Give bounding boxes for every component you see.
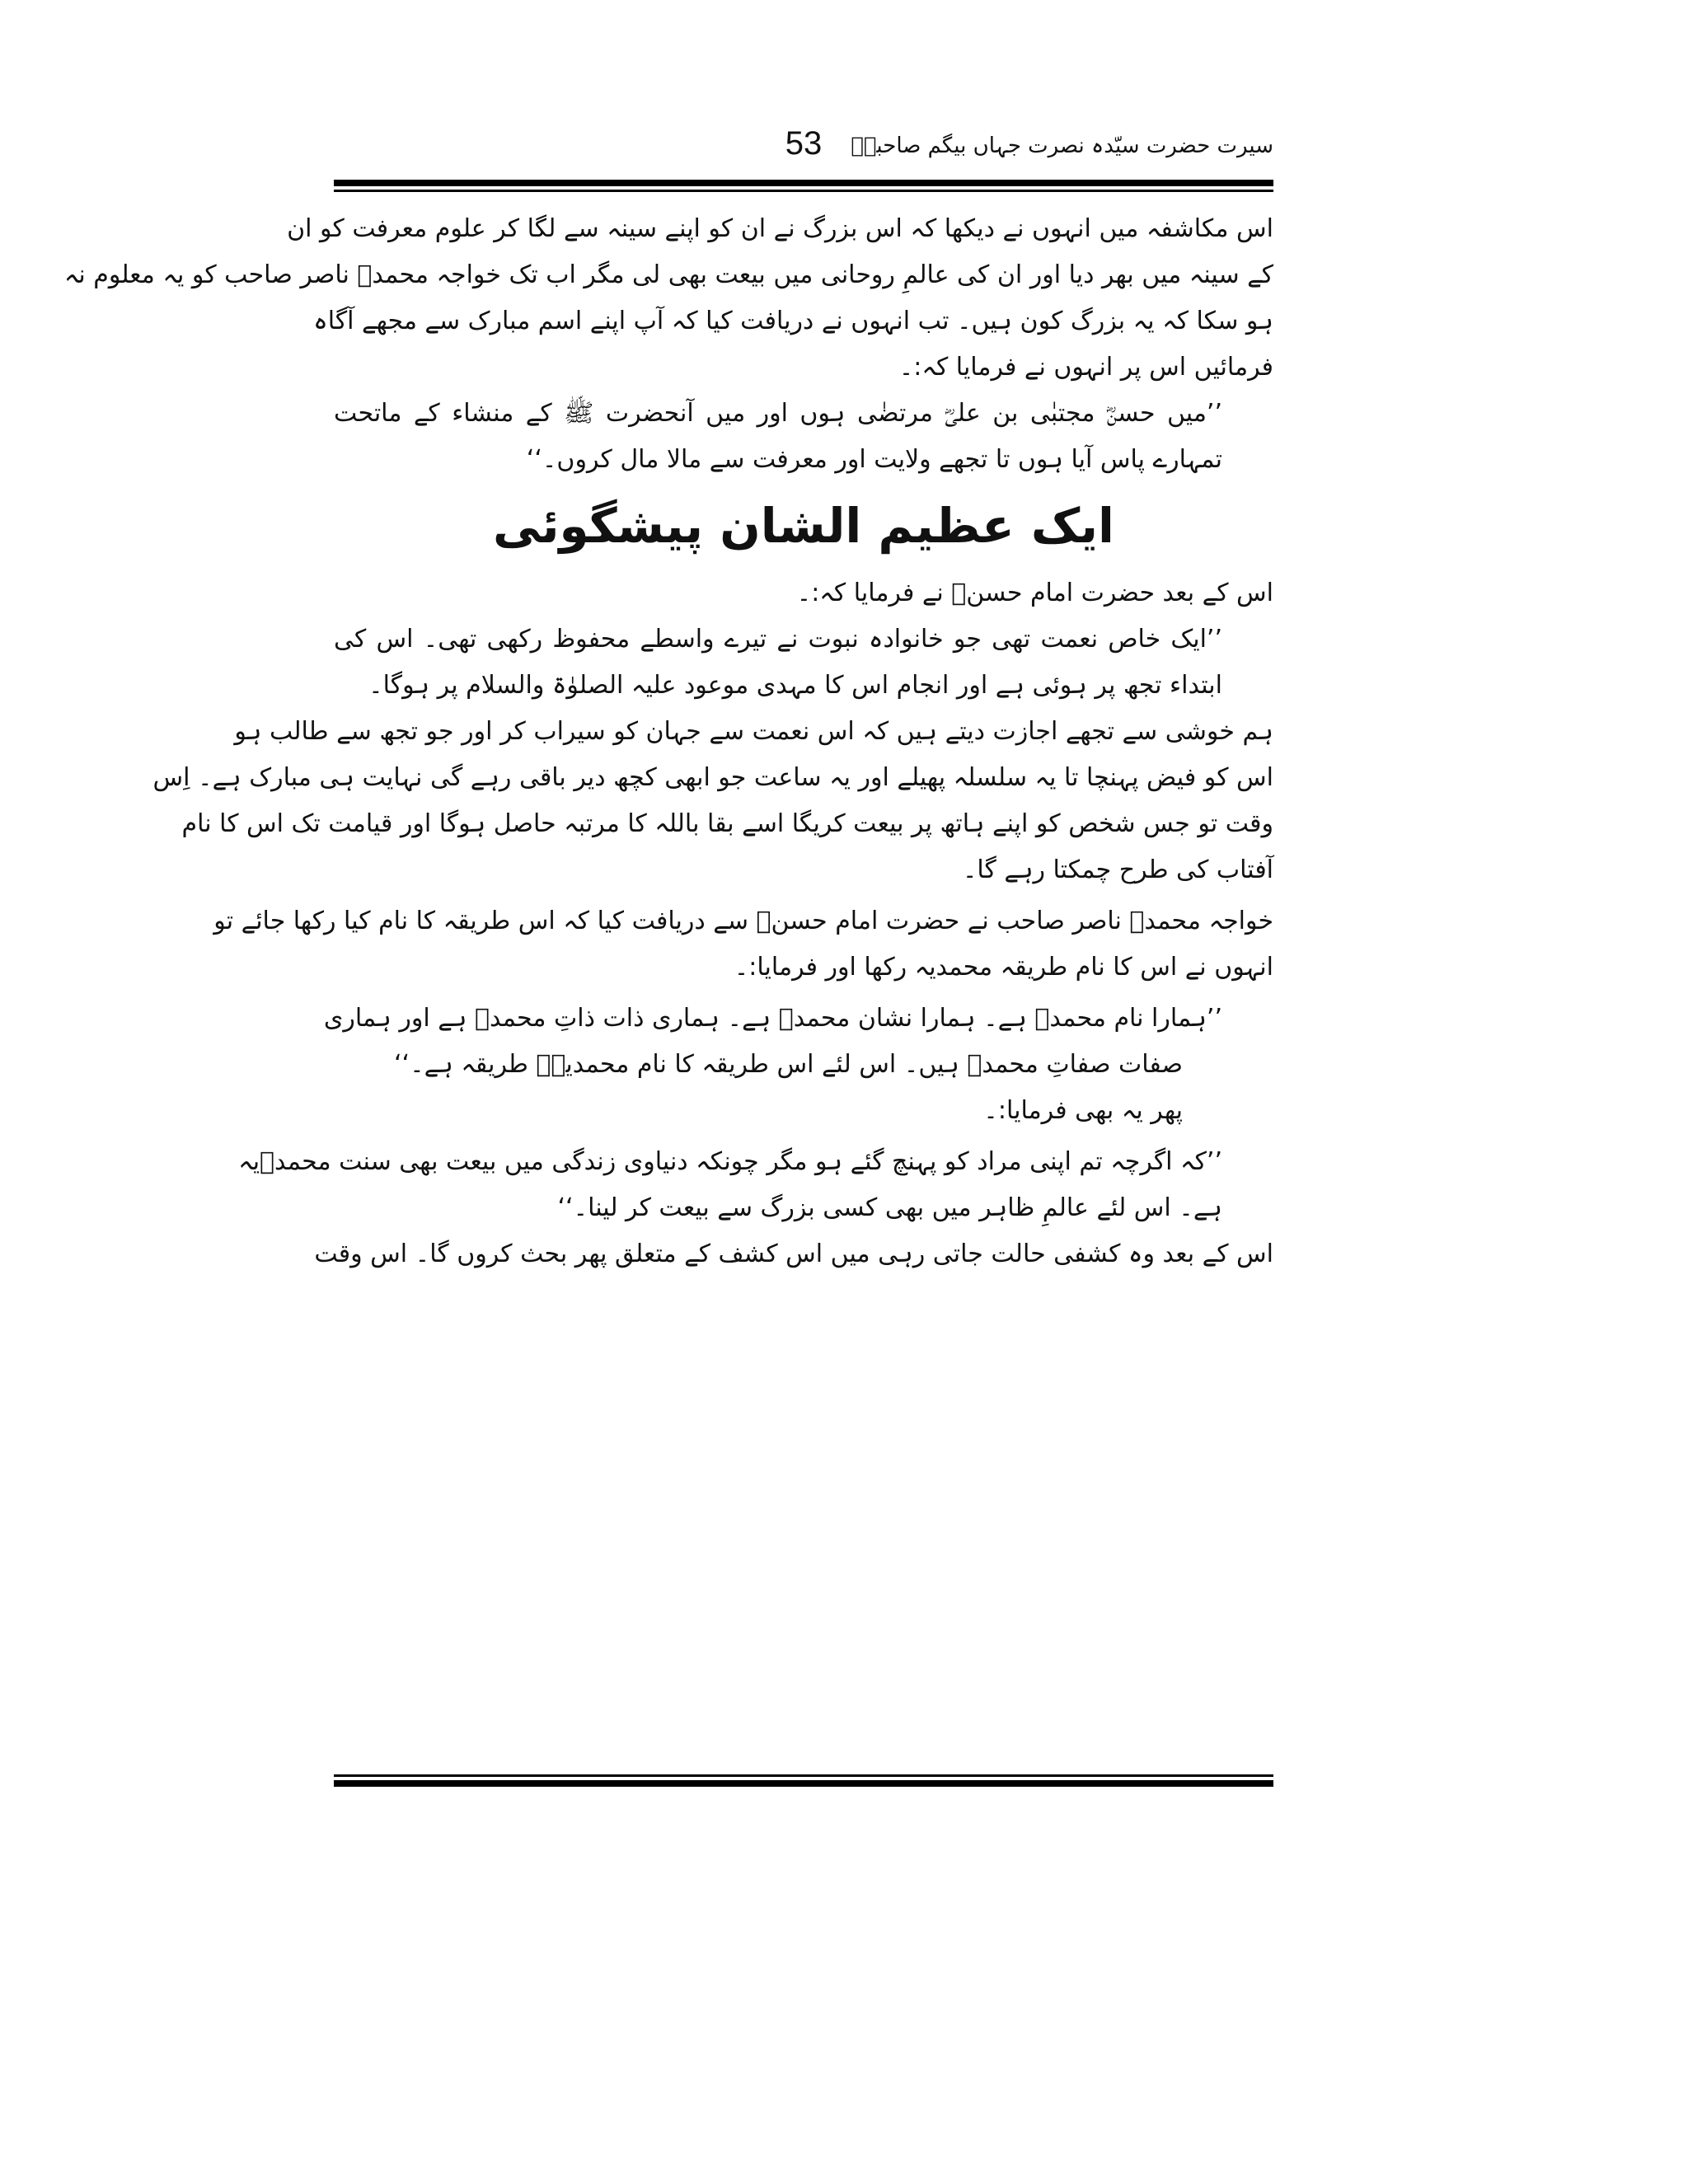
page-number: 53 — [785, 125, 823, 162]
body-line: خواجہ محمدؒ ناصر صاحب نے حضرت امام حسنؓ سے دریافت کیا کہ اس طریقہ کا نام کیا رکھا جائے تو — [213, 907, 1273, 935]
quote-line: ’’ایک خاص نعمت تھی جو خانوادہ نبوت نے تیرے واسطے محفوظ رکھی تھی۔ اس کی — [334, 625, 1222, 654]
header-rule-thick — [334, 180, 1273, 186]
page-header — [334, 124, 1273, 173]
body-line: وقت تو جس شخص کو اپنے ہاتھ پر بیعت کریگا اسے بقا باللہ کا مرتبہ حاصل ہوگا اور قیامت تک اس کا نام — [181, 809, 1273, 838]
quote-line: تمہارے پاس آیا ہوں تا تجھے ولایت اور معرفت سے مالا مال کروں۔‘‘ — [526, 445, 1222, 474]
body-line: آفتاب کی طرح چمکتا رہے گا۔ — [962, 855, 1273, 884]
quote-line: ابتداء تجھ پر ہوئی ہے اور انجام اس کا مہدی موعود علیہ الصلوٰۃ والسلام پر ہوگا۔ — [368, 671, 1222, 700]
body-line: اس کے بعد وہ کشفی حالت جاتی رہی میں اس کشف کے متعلق پھر بحث کروں گا۔ اس وقت — [314, 1240, 1273, 1268]
body-line: انہوں نے اس کا نام طریقہ محمدیہ رکھا اور فرمایا:۔ — [734, 953, 1273, 982]
quote-line: صفات صفاتِ محمدؐ ہیں۔ اس لئے اس طریقہ کا نام محمدیہؐ طریقہ ہے۔‘‘ — [394, 1050, 1183, 1079]
quote-line: ’’کہ اگرچہ تم اپنی مراد کو پہنچ گئے ہو مگر چونکہ دنیاوی زندگی میں بیعت بھی سنت محمدؐیہ — [238, 1147, 1222, 1176]
body-line: ہو سکا کہ یہ بزرگ کون ہیں۔ تب انہوں نے دریافت کیا کہ آپ اپنے اسم مبارک سے مجھے آگاہ — [313, 307, 1273, 335]
body-line: پھر یہ بھی فرمایا:۔ — [983, 1096, 1183, 1125]
footer-rule-thin — [334, 1774, 1273, 1777]
quote-line: ہے۔ اس لئے عالمِ ظاہر میں بھی کسی بزرگ سے بیعت کر لینا۔‘‘ — [557, 1193, 1222, 1222]
quote-line: ’’میں حسنؓ مجتبٰی بن علیؓ مرتضٰی ہوں اور میں آنحضرت ﷺ کے منشاء کے ماتحت — [334, 399, 1222, 428]
page-body — [63, 206, 1273, 1277]
body-line: اس کے بعد حضرت امام حسنؓ نے فرمایا کہ:۔ — [796, 579, 1273, 607]
body-line: اس مکاشفہ میں انہوں نے دیکھا کہ اس بزرگ نے ان کو اپنے سینہ سے لگا کر علوم معرفت کو ان — [287, 214, 1273, 243]
header-rule-thin — [334, 190, 1273, 192]
running-title: سیرت حضرت سیّدہ نصرت جہاں بیگم صاحبہؓ — [851, 134, 1273, 158]
body-line: کے سینہ میں بھر دیا اور ان کی عالمِ روحانی میں بیعت بھی لی مگر اب تک خواجہ محمدؒ ناصر صاحب کو یہ معلوم نہ — [63, 260, 1273, 289]
body-line: ہم خوشی سے تجھے اجازت دیتے ہیں کہ اس نعمت سے جہان کو سیراب کر اور جو تجھ سے طالب ہو — [234, 717, 1273, 746]
footer-rule-thick — [334, 1780, 1273, 1787]
body-line: فرمائیں اس پر انہوں نے فرمایا کہ:۔ — [898, 353, 1273, 382]
body-line: اس کو فیض پہنچا تا یہ سلسلہ پھیلے اور یہ ساعت جو ابھی کچھ دیر باقی رہے گی نہایت ہی مبارک ہے۔ اِس — [152, 763, 1273, 792]
quote-line: ’’ہمارا نام محمدؐ ہے۔ ہمارا نشان محمدؐ ہے۔ ہماری ذات ذاتِ محمدؐ ہے اور ہماری — [323, 1004, 1222, 1033]
section-heading: ایک عظیم الشان پیشگوئی — [493, 498, 1114, 554]
